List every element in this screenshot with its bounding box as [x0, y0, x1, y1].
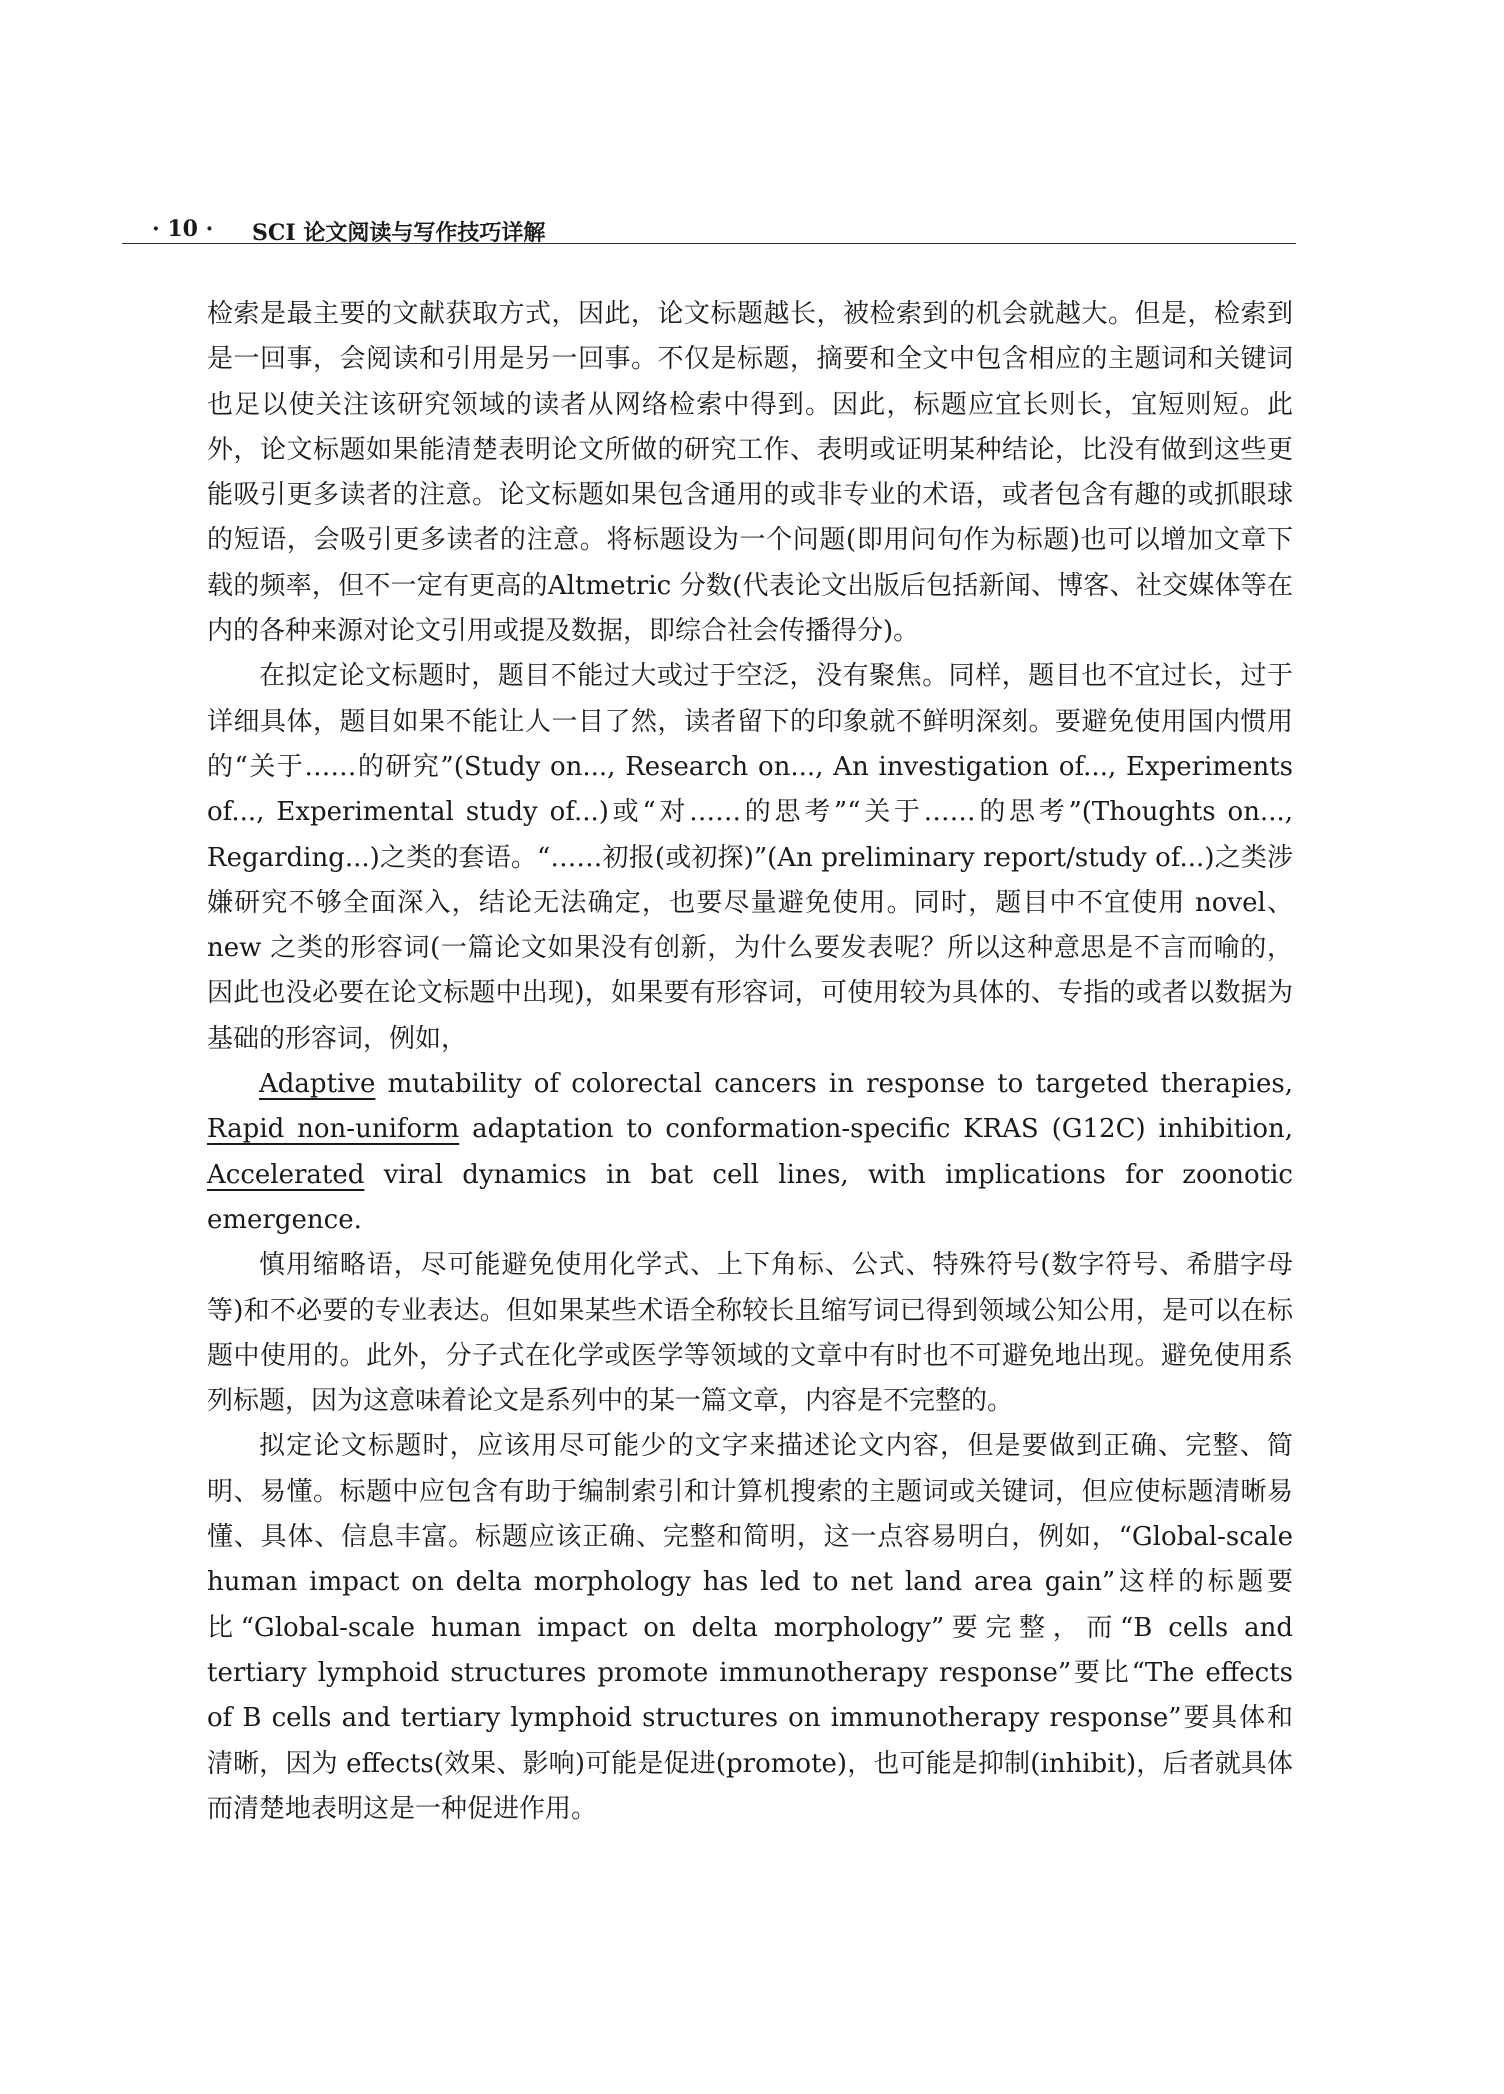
- example-title-2: adaptation to conformation-specific KRAS (G12C) inhibition,: [459, 1114, 1294, 1145]
- example-adjective-3: Accelerated: [207, 1159, 365, 1190]
- paragraph-abbreviations: 慎用缩略语，尽可能避免使用化学式、上下角标、公式、特殊符号(数字符号、希腊字母等)和不必要的专业表达。但如果某些术语全称较长且缩写词已得到领域公知公用，是可以在标题中使用的。此外，分子式在化学或医学等领域的文章中有时也不可避免地出现。避免使用系列标题，因为这意味着论文是系列中的某一篇文章，内容是不完整的。: [207, 1250, 1293, 1417]
- header-rule: [122, 243, 1296, 244]
- example-adjective-2: Rapid non-uniform: [207, 1114, 460, 1145]
- paragraph-concise-titles: 拟定论文标题时，应该用尽可能少的文字来描述论文内容，但是要做到正确、完整、简明、易懂。标题中应包含有助于编制索引和计算机搜索的主题词或关键词，但应使标题清晰易懂、具体、信息丰富。标题应该正确、完整和简明，这一点容易明白，例如，“Global-scale human impact on delta morphology has led to net land area gain”这样的标题要比“Global-scale human impact on delta morphology”要完整，而“B cells and tertiary lymphoid structures promote immunotherapy response”要比“The effects of B cells and tertiary lymphoid structures on immunotherapy response”要具体和清晰，因为 effects(效果、影响)可能是促进(promote)，也可能是抑制(inhibit)，后者就具体而清楚地表明这是一种促进作用。: [207, 1431, 1293, 1824]
- example-adjective-1: Adaptive: [259, 1069, 376, 1100]
- running-head: [122, 212, 1296, 246]
- book-title: SCI 论文阅读与写作技巧详解: [252, 220, 546, 246]
- page-number: · 10 ·: [152, 216, 214, 242]
- example-title-1: mutability of colorectal cancers in response to targeted therapies,: [375, 1069, 1293, 1100]
- example-title-3: viral dynamics in bat cell lines, with implications for zoonotic emergence.: [207, 1159, 1293, 1235]
- body-text: [207, 292, 1293, 1832]
- paragraph-title-scope: 在拟定论文标题时，题目不能过大或过于空泛，没有聚焦。同样，题目也不宜过长，过于详细具体，题目如果不能让人一目了然，读者留下的印象就不鲜明深刻。要避免使用国内惯用的“关于……的研究”(Study on..., Research on..., An investigation of..., Experiments of..., Experimental study of...)或“对……的思考”“关于……的思考”(Thoughts on..., Regarding...)之类的套语。“……初报(或初探)”(An preliminary report/study of...)之类涉嫌研究不够全面深入，结论无法确定，也要尽量避免使用。同时，题目中不宜使用 novel、new 之类的形容词(一篇论文如果没有创新，为什么要发表呢？所以这种意思是不言而喻的，因此也没必要在论文标题中出现)，如果要有形容词，可使用较为具体的、专指的或者以数据为基础的形容词，例如，: [207, 661, 1293, 1054]
- paragraph-title-examples: [207, 1062, 1293, 1243]
- paragraph-continued: 检索是最主要的文献获取方式，因此，论文标题越长，被检索到的机会就越大。但是，检索到是一回事，会阅读和引用是另一回事。不仅是标题，摘要和全文中包含相应的主题词和关键词也足以使关注该研究领域的读者从网络检索中得到。因此，标题应宜长则长，宜短则短。此外，论文标题如果能清楚表明论文所做的研究工作、表明或证明某种结论，比没有做到这些更能吸引更多读者的注意。论文标题如果包含通用的或非专业的术语，或者包含有趣的或抓眼球的短语，会吸引更多读者的注意。将标题设为一个问题(即用问句作为标题)也可以增加文章下载的频率，但不一定有更高的Altmetric 分数(代表论文出版后包括新闻、博客、社交媒体等在内的各种来源对论文引用或提及数据，即综合社会传播得分)。: [207, 299, 1293, 647]
